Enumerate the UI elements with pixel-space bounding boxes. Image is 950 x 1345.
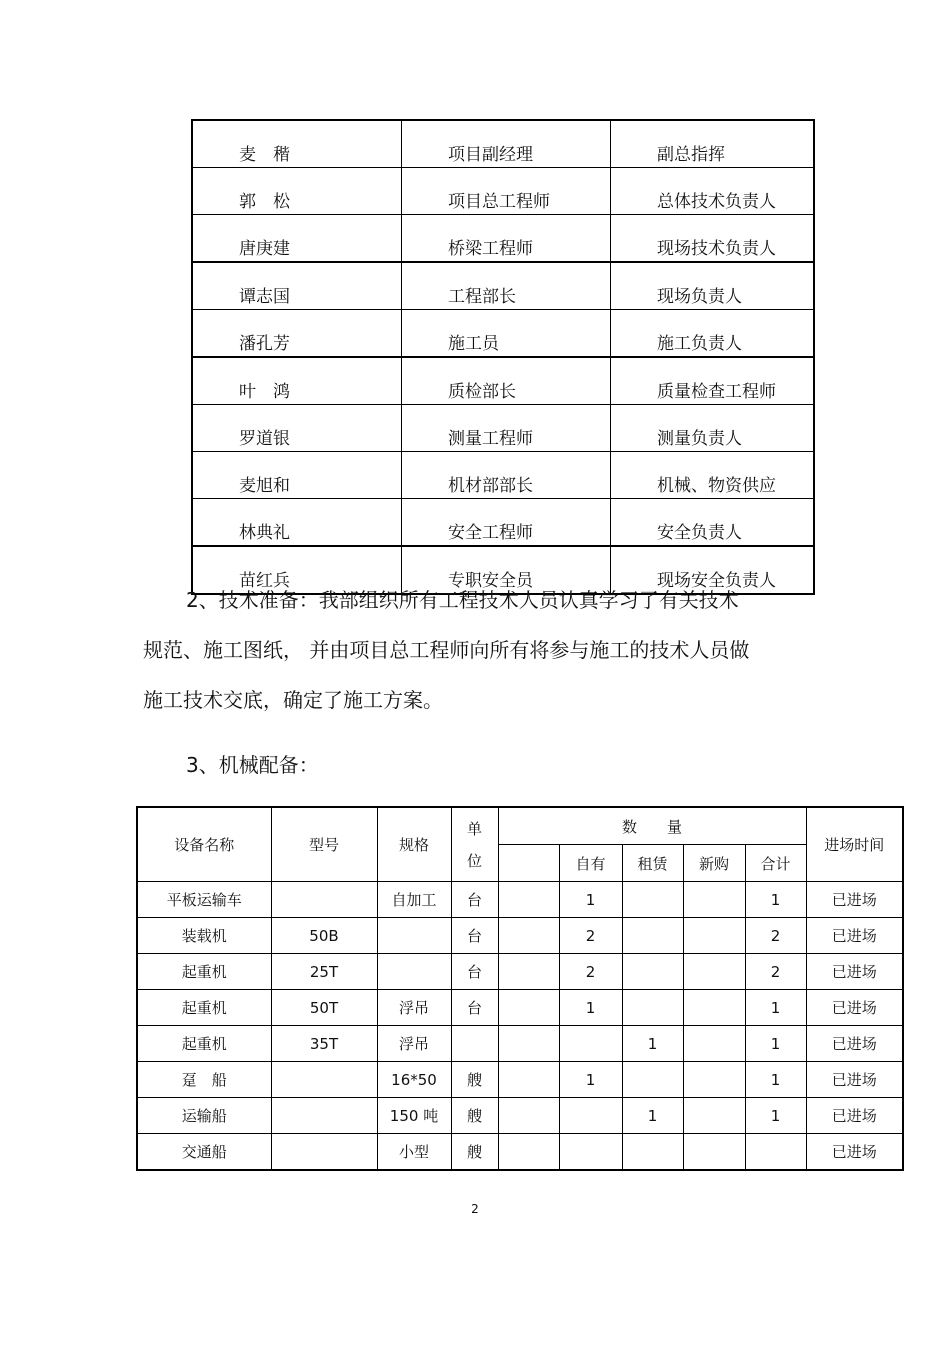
section2-line1: 2、技术准备：我部组织所有工程技术人员认真学习了有关技术 [186, 588, 739, 612]
equipment-arrival: 已进场 [806, 1134, 903, 1171]
equipment-row [137, 990, 903, 1026]
staff-duty: 质量检查工程师 [611, 357, 815, 405]
header-model: 型号 [271, 807, 377, 882]
equipment-row [137, 1134, 903, 1171]
header-unit [451, 807, 498, 882]
equipment-unit: 台 [451, 918, 498, 954]
equipment-own: 2 [559, 954, 622, 990]
equipment-spec: 小型 [377, 1134, 451, 1171]
equipment-rent: 1 [622, 1026, 683, 1062]
staff-duty: 测量负责人 [611, 405, 815, 452]
equipment-row [137, 954, 903, 990]
equipment-new-buy [683, 1062, 745, 1098]
header-blank [498, 845, 559, 882]
header-unit-bottom: 位 [466, 851, 482, 870]
equipment-arrival: 已进场 [806, 1062, 903, 1098]
equipment-model [271, 882, 377, 918]
equipment-arrival: 已进场 [806, 918, 903, 954]
equipment-new-buy [683, 918, 745, 954]
equipment-name: 趸 船 [137, 1062, 271, 1098]
equipment-spec: 浮吊 [377, 1026, 451, 1062]
equipment-unit [451, 1026, 498, 1062]
staff-table [191, 119, 815, 595]
staff-row [192, 262, 814, 310]
header-arrival: 进场时间 [806, 807, 903, 882]
equipment-model: 50T [271, 990, 377, 1026]
equipment-own: 1 [559, 1062, 622, 1098]
staff-position: 工程部长 [402, 262, 611, 310]
equipment-new-buy [683, 990, 745, 1026]
equipment-row [137, 882, 903, 918]
staff-name: 麦旭和 [192, 452, 402, 499]
equipment-name: 起重机 [137, 1026, 271, 1062]
equipment-unit: 艘 [451, 1098, 498, 1134]
staff-name: 罗道银 [192, 405, 402, 452]
equipment-blank [498, 990, 559, 1026]
header-unit-top: 单 [466, 819, 482, 838]
equipment-arrival: 已进场 [806, 1026, 903, 1062]
equipment-total: 1 [745, 882, 806, 918]
header-rent: 租赁 [622, 845, 683, 882]
equipment-blank [498, 882, 559, 918]
equipment-arrival: 已进场 [806, 882, 903, 918]
equipment-name: 起重机 [137, 990, 271, 1026]
equipment-unit: 台 [451, 954, 498, 990]
staff-row [192, 168, 814, 215]
equipment-row [137, 1026, 903, 1062]
equipment-row [137, 1062, 903, 1098]
equipment-arrival: 已进场 [806, 1098, 903, 1134]
equipment-blank [498, 1134, 559, 1171]
equipment-new-buy [683, 1098, 745, 1134]
staff-duty: 副总指挥 [611, 120, 815, 168]
staff-duty: 机械、物资供应 [611, 452, 815, 499]
equipment-rent [622, 990, 683, 1026]
equipment-name: 起重机 [137, 954, 271, 990]
equipment-new-buy [683, 882, 745, 918]
equipment-spec [377, 954, 451, 990]
equipment-rent [622, 1062, 683, 1098]
equipment-row [137, 918, 903, 954]
equipment-model: 50B [271, 918, 377, 954]
staff-row [192, 405, 814, 452]
equipment-own: 2 [559, 918, 622, 954]
equipment-own: 1 [559, 882, 622, 918]
staff-duty: 施工负责人 [611, 310, 815, 358]
header-total: 合计 [745, 845, 806, 882]
equipment-model [271, 1134, 377, 1171]
staff-duty: 现场技术负责人 [611, 215, 815, 263]
equipment-new-buy [683, 1026, 745, 1062]
equipment-new-buy [683, 954, 745, 990]
equipment-rent [622, 918, 683, 954]
equipment-unit: 艘 [451, 1062, 498, 1098]
equipment-table [136, 806, 904, 1171]
staff-name: 苗红兵 [192, 546, 402, 594]
equipment-blank [498, 1098, 559, 1134]
staff-name: 麦 稭 [192, 120, 402, 168]
staff-position: 安全工程师 [402, 499, 611, 547]
header-name: 设备名称 [137, 807, 271, 882]
equipment-own: 1 [559, 990, 622, 1026]
staff-duty: 现场安全负责人 [611, 546, 815, 594]
header-spec: 规格 [377, 807, 451, 882]
staff-position: 机材部部长 [402, 452, 611, 499]
section3-heading: 3、机械配备： [186, 753, 319, 777]
staff-position: 项目副经理 [402, 120, 611, 168]
equipment-name: 交通船 [137, 1134, 271, 1171]
equipment-blank [498, 1062, 559, 1098]
staff-row [192, 452, 814, 499]
equipment-own [559, 1026, 622, 1062]
equipment-blank [498, 954, 559, 990]
equipment-arrival: 已进场 [806, 990, 903, 1026]
staff-row [192, 310, 814, 358]
equipment-total: 1 [745, 990, 806, 1026]
staff-name: 叶 鸿 [192, 357, 402, 405]
equipment-spec [377, 918, 451, 954]
equipment-new-buy [683, 1134, 745, 1171]
header-new-buy: 新购 [683, 845, 745, 882]
staff-name: 谭志国 [192, 262, 402, 310]
equipment-total [745, 1134, 806, 1171]
equipment-blank [498, 1026, 559, 1062]
staff-name: 林典礼 [192, 499, 402, 547]
staff-position: 质检部长 [402, 357, 611, 405]
header-quantity: 数 量 [498, 807, 806, 845]
equipment-rent [622, 1134, 683, 1171]
equipment-total: 1 [745, 1026, 806, 1062]
staff-name: 潘孔芳 [192, 310, 402, 358]
equipment-blank [498, 918, 559, 954]
section2-line2: 规范、施工图纸， 并由项目总工程师向所有将参与施工的技术人员做 [143, 638, 750, 662]
staff-duty: 安全负责人 [611, 499, 815, 547]
staff-duty: 现场负责人 [611, 262, 815, 310]
equipment-unit: 艘 [451, 1134, 498, 1171]
equipment-spec: 16*50 [377, 1062, 451, 1098]
staff-position: 桥梁工程师 [402, 215, 611, 263]
equipment-unit: 台 [451, 882, 498, 918]
staff-row [192, 546, 814, 594]
staff-position: 专职安全员 [402, 546, 611, 594]
equipment-name: 装载机 [137, 918, 271, 954]
staff-position: 测量工程师 [402, 405, 611, 452]
equipment-rent [622, 954, 683, 990]
equipment-name: 平板运输车 [137, 882, 271, 918]
equipment-rent: 1 [622, 1098, 683, 1134]
header-own: 自有 [559, 845, 622, 882]
equipment-model [271, 1098, 377, 1134]
staff-duty: 总体技术负责人 [611, 168, 815, 215]
staff-name: 郭 松 [192, 168, 402, 215]
equipment-model: 35T [271, 1026, 377, 1062]
equipment-spec: 150 吨 [377, 1098, 451, 1134]
equipment-total: 1 [745, 1062, 806, 1098]
staff-row [192, 120, 814, 168]
equipment-total: 2 [745, 954, 806, 990]
equipment-own [559, 1098, 622, 1134]
equipment-arrival: 已进场 [806, 954, 903, 990]
staff-name: 唐庚建 [192, 215, 402, 263]
equipment-model: 25T [271, 954, 377, 990]
staff-row [192, 499, 814, 547]
staff-position: 施工员 [402, 310, 611, 358]
equipment-model [271, 1062, 377, 1098]
staff-position: 项目总工程师 [402, 168, 611, 215]
equipment-own [559, 1134, 622, 1171]
equipment-spec: 浮吊 [377, 990, 451, 1026]
equipment-rent [622, 882, 683, 918]
equipment-total: 1 [745, 1098, 806, 1134]
staff-row [192, 215, 814, 263]
equipment-total: 2 [745, 918, 806, 954]
equipment-unit: 台 [451, 990, 498, 1026]
section2-line3: 施工技术交底，确定了施工方案。 [143, 688, 443, 712]
equipment-name: 运输船 [137, 1098, 271, 1134]
equipment-spec: 自加工 [377, 882, 451, 918]
page-number: 2 [471, 1202, 479, 1216]
equipment-row [137, 1098, 903, 1134]
staff-row [192, 357, 814, 405]
